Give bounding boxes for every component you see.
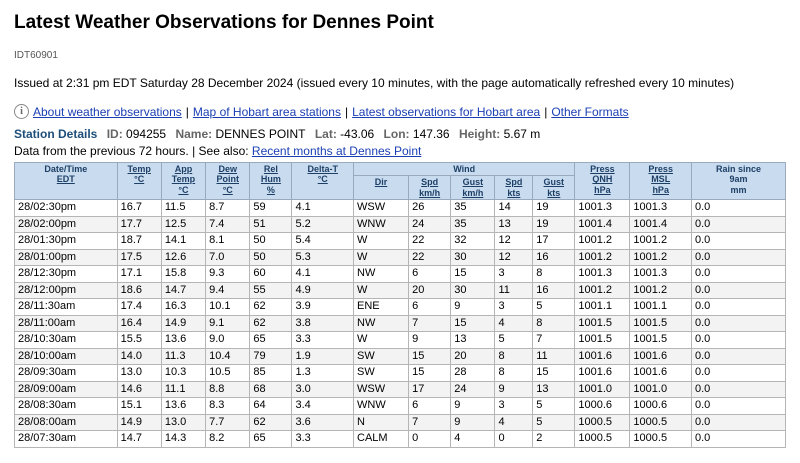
cell-press-msl: 1001.2 xyxy=(630,282,692,299)
cell-dew-point: 8.2 xyxy=(206,431,250,448)
cell-press-qnh: 1001.2 xyxy=(575,233,630,250)
other-formats-link[interactable]: Other Formats xyxy=(551,104,629,119)
station-name: DENNES POINT xyxy=(215,127,306,141)
cell-wind-gust-kmh: 9 xyxy=(451,414,495,431)
cell-wind-gust-kmh: 32 xyxy=(451,233,495,250)
latest-hobart-link[interactable]: Latest observations for Hobart area xyxy=(352,104,541,119)
cell-app-temp: 12.6 xyxy=(161,249,205,266)
cell-dew-point: 9.1 xyxy=(206,315,250,332)
cell-wind-gust-kmh: 35 xyxy=(451,200,495,217)
cell-wind-spd-kts: 14 xyxy=(495,200,533,217)
cell-dew-point: 7.4 xyxy=(206,216,250,233)
table-row xyxy=(15,266,786,283)
cell-wind-gust-kmh: 4 xyxy=(451,431,495,448)
cell-wind-spd-kts: 4 xyxy=(495,315,533,332)
cell-datetime: 28/11:00am xyxy=(15,315,118,332)
cell-delta-t: 3.9 xyxy=(292,299,354,316)
table-row xyxy=(15,233,786,250)
col-rain: Rain since 9am mm xyxy=(691,163,785,200)
cell-press-msl: 1001.0 xyxy=(630,381,692,398)
cell-wind-spd-kmh: 9 xyxy=(409,332,451,349)
table-row xyxy=(15,200,786,217)
page-title: Latest Weather Observations for Dennes Point xyxy=(14,12,434,33)
cell-datetime: 28/08:00am xyxy=(15,414,118,431)
table-row xyxy=(15,398,786,415)
cell-wind-spd-kts: 8 xyxy=(495,348,533,365)
cell-datetime: 28/02:30pm xyxy=(15,200,118,217)
cell-rel-hum: 60 xyxy=(250,266,292,283)
cell-wind-spd-kmh: 20 xyxy=(409,282,451,299)
cell-wind-spd-kmh: 6 xyxy=(409,398,451,415)
cell-wind-spd-kmh: 22 xyxy=(409,233,451,250)
cell-wind-gust-kts: 5 xyxy=(533,398,575,415)
table-header-row xyxy=(15,163,786,176)
cell-wind-spd-kts: 3 xyxy=(495,398,533,415)
cell-press-msl: 1001.6 xyxy=(630,365,692,382)
cell-rain: 0.0 xyxy=(691,233,785,250)
cell-rel-hum: 55 xyxy=(250,282,292,299)
cell-rel-hum: 68 xyxy=(250,381,292,398)
cell-wind-dir: W xyxy=(354,332,409,349)
cell-wind-gust-kmh: 24 xyxy=(451,381,495,398)
cell-dew-point: 8.7 xyxy=(206,200,250,217)
about-observations-link[interactable]: About weather observations xyxy=(33,104,182,119)
cell-press-qnh: 1000.5 xyxy=(575,431,630,448)
cell-press-qnh: 1001.6 xyxy=(575,365,630,382)
cell-wind-dir: SW xyxy=(354,365,409,382)
cell-temp: 17.1 xyxy=(117,266,161,283)
table-row xyxy=(15,414,786,431)
cell-press-msl: 1001.6 xyxy=(630,348,692,365)
table-row xyxy=(15,431,786,448)
cell-rain: 0.0 xyxy=(691,332,785,349)
cell-press-msl: 1001.5 xyxy=(630,332,692,349)
cell-press-qnh: 1001.5 xyxy=(575,332,630,349)
cell-press-qnh: 1001.2 xyxy=(575,282,630,299)
cell-wind-gust-kmh: 28 xyxy=(451,365,495,382)
cell-wind-spd-kmh: 6 xyxy=(409,266,451,283)
cell-wind-gust-kmh: 30 xyxy=(451,282,495,299)
cell-app-temp: 13.6 xyxy=(161,398,205,415)
cell-app-temp: 12.5 xyxy=(161,216,205,233)
cell-temp: 14.7 xyxy=(117,431,161,448)
cell-dew-point: 10.4 xyxy=(206,348,250,365)
cell-wind-spd-kts: 13 xyxy=(495,216,533,233)
cell-press-msl: 1001.1 xyxy=(630,299,692,316)
cell-app-temp: 14.9 xyxy=(161,315,205,332)
cell-app-temp: 14.3 xyxy=(161,431,205,448)
cell-delta-t: 4.1 xyxy=(292,200,354,217)
cell-press-qnh: 1001.3 xyxy=(575,266,630,283)
cell-wind-gust-kmh: 9 xyxy=(451,299,495,316)
cell-press-msl: 1000.5 xyxy=(630,414,692,431)
table-row xyxy=(15,282,786,299)
cell-rain: 0.0 xyxy=(691,398,785,415)
table-body xyxy=(15,200,786,448)
cell-wind-gust-kts: 2 xyxy=(533,431,575,448)
cell-press-qnh: 1001.3 xyxy=(575,200,630,217)
cell-temp: 16.4 xyxy=(117,315,161,332)
cell-temp: 14.9 xyxy=(117,414,161,431)
cell-wind-dir: W xyxy=(354,233,409,250)
cell-dew-point: 8.3 xyxy=(206,398,250,415)
cell-datetime: 28/10:00am xyxy=(15,348,118,365)
cell-rel-hum: 62 xyxy=(250,315,292,332)
cell-wind-gust-kmh: 30 xyxy=(451,249,495,266)
cell-datetime: 28/11:30am xyxy=(15,299,118,316)
cell-temp: 17.5 xyxy=(117,249,161,266)
cell-wind-gust-kts: 8 xyxy=(533,266,575,283)
cell-delta-t: 5.2 xyxy=(292,216,354,233)
cell-wind-spd-kts: 12 xyxy=(495,233,533,250)
col-dew-point[interactable]: Dew Point °C xyxy=(206,163,250,200)
col-datetime[interactable]: Date/Time EDT xyxy=(15,163,118,200)
cell-wind-gust-kts: 5 xyxy=(533,299,575,316)
cell-wind-gust-kts: 15 xyxy=(533,365,575,382)
cell-press-qnh: 1001.1 xyxy=(575,299,630,316)
cell-delta-t: 3.0 xyxy=(292,381,354,398)
cell-temp: 15.1 xyxy=(117,398,161,415)
cell-dew-point: 8.8 xyxy=(206,381,250,398)
col-wind-gust-kmh[interactable]: Gust km/h xyxy=(451,176,495,200)
recent-months-link[interactable]: Recent months at Dennes Point xyxy=(251,144,422,158)
cell-rain: 0.0 xyxy=(691,266,785,283)
cell-wind-dir: W xyxy=(354,249,409,266)
links-bar xyxy=(14,104,786,119)
cell-app-temp: 13.0 xyxy=(161,414,205,431)
col-rel-hum[interactable]: Rel Hum % xyxy=(250,163,292,200)
link-separator: | xyxy=(344,104,349,119)
cell-datetime: 28/12:30pm xyxy=(15,266,118,283)
cell-rel-hum: 51 xyxy=(250,216,292,233)
cell-datetime: 28/10:30am xyxy=(15,332,118,349)
cell-rel-hum: 62 xyxy=(250,414,292,431)
cell-wind-spd-kmh: 17 xyxy=(409,381,451,398)
cell-rain: 0.0 xyxy=(691,282,785,299)
cell-rel-hum: 79 xyxy=(250,348,292,365)
cell-rain: 0.0 xyxy=(691,299,785,316)
cell-press-msl: 1001.3 xyxy=(630,266,692,283)
cell-datetime: 28/01:00pm xyxy=(15,249,118,266)
cell-press-msl: 1001.2 xyxy=(630,249,692,266)
cell-wind-gust-kts: 11 xyxy=(533,348,575,365)
station-height: 5.67 m xyxy=(503,127,541,141)
cell-wind-spd-kts: 9 xyxy=(495,381,533,398)
cell-press-qnh: 1001.6 xyxy=(575,348,630,365)
station-lat: -43.06 xyxy=(340,127,375,141)
cell-wind-dir: WNW xyxy=(354,398,409,415)
col-wind-spd-kts[interactable]: Spd kts xyxy=(495,176,533,200)
cell-wind-dir: N xyxy=(354,414,409,431)
col-temp[interactable]: Temp °C xyxy=(117,163,161,200)
cell-app-temp: 15.8 xyxy=(161,266,205,283)
cell-datetime: 28/08:30am xyxy=(15,398,118,415)
cell-rel-hum: 50 xyxy=(250,249,292,266)
cell-datetime: 28/09:30am xyxy=(15,365,118,382)
cell-wind-dir: NW xyxy=(354,266,409,283)
cell-app-temp: 14.7 xyxy=(161,282,205,299)
cell-temp: 18.6 xyxy=(117,282,161,299)
cell-wind-dir: ENE xyxy=(354,299,409,316)
cell-wind-gust-kts: 19 xyxy=(533,216,575,233)
table-row xyxy=(15,365,786,382)
cell-press-qnh: 1000.5 xyxy=(575,414,630,431)
cell-dew-point: 9.0 xyxy=(206,332,250,349)
cell-temp: 14.6 xyxy=(117,381,161,398)
cell-rel-hum: 50 xyxy=(250,233,292,250)
cell-wind-dir: WSW xyxy=(354,200,409,217)
cell-wind-spd-kts: 3 xyxy=(495,299,533,316)
cell-delta-t: 3.6 xyxy=(292,414,354,431)
cell-wind-spd-kts: 4 xyxy=(495,414,533,431)
cell-press-msl: 1000.5 xyxy=(630,431,692,448)
cell-wind-spd-kts: 3 xyxy=(495,266,533,283)
product-id: IDT60901 xyxy=(14,50,58,61)
cell-delta-t: 3.3 xyxy=(292,431,354,448)
cell-press-msl: 1001.2 xyxy=(630,233,692,250)
cell-wind-gust-kmh: 15 xyxy=(451,315,495,332)
cell-rain: 0.0 xyxy=(691,315,785,332)
cell-wind-gust-kmh: 20 xyxy=(451,348,495,365)
previous-data-text: Data from the previous 72 hours. | See also: xyxy=(14,144,249,158)
cell-dew-point: 8.1 xyxy=(206,233,250,250)
observations-table xyxy=(14,162,786,448)
cell-wind-spd-kmh: 22 xyxy=(409,249,451,266)
cell-wind-spd-kts: 5 xyxy=(495,332,533,349)
cell-press-qnh: 1001.2 xyxy=(575,249,630,266)
col-group-wind: Wind xyxy=(354,163,575,176)
cell-delta-t: 3.8 xyxy=(292,315,354,332)
cell-press-msl: 1000.6 xyxy=(630,398,692,415)
cell-press-msl: 1001.3 xyxy=(630,200,692,217)
cell-dew-point: 7.7 xyxy=(206,414,250,431)
issued-text: Issued at 2:31 pm EDT Saturday 28 December 2024 (issued every 10 minutes, with the page automatically refreshed every 10 minutes) xyxy=(14,76,735,90)
cell-wind-gust-kmh: 13 xyxy=(451,332,495,349)
cell-wind-dir: CALM xyxy=(354,431,409,448)
cell-temp: 15.5 xyxy=(117,332,161,349)
cell-app-temp: 11.3 xyxy=(161,348,205,365)
cell-wind-gust-kts: 17 xyxy=(533,233,575,250)
cell-press-qnh: 1001.5 xyxy=(575,315,630,332)
cell-app-temp: 14.1 xyxy=(161,233,205,250)
cell-delta-t: 1.9 xyxy=(292,348,354,365)
table-row xyxy=(15,315,786,332)
col-app-temp[interactable]: App Temp °C xyxy=(161,163,205,200)
info-icon: i xyxy=(14,104,29,119)
cell-datetime: 28/01:30pm xyxy=(15,233,118,250)
hobart-map-link[interactable]: Map of Hobart area stations xyxy=(192,104,341,119)
cell-rel-hum: 64 xyxy=(250,398,292,415)
cell-wind-spd-kmh: 26 xyxy=(409,200,451,217)
table-row xyxy=(15,249,786,266)
link-separator: | xyxy=(185,104,189,119)
cell-press-msl: 1001.5 xyxy=(630,315,692,332)
cell-app-temp: 11.1 xyxy=(161,381,205,398)
col-wind-dir[interactable]: Dir xyxy=(354,176,409,200)
cell-rain: 0.0 xyxy=(691,381,785,398)
cell-press-qnh: 1001.4 xyxy=(575,216,630,233)
station-details xyxy=(14,127,786,141)
col-press-msl[interactable]: Press MSL hPa xyxy=(630,163,692,200)
cell-wind-spd-kmh: 7 xyxy=(409,414,451,431)
cell-wind-dir: W xyxy=(354,282,409,299)
table-row xyxy=(15,381,786,398)
link-separator: | xyxy=(544,104,548,119)
cell-dew-point: 10.1 xyxy=(206,299,250,316)
cell-wind-gust-kts: 16 xyxy=(533,249,575,266)
cell-wind-dir: NW xyxy=(354,315,409,332)
station-id-label: ID: xyxy=(106,127,123,141)
cell-wind-spd-kmh: 24 xyxy=(409,216,451,233)
station-lat-label: Lat: xyxy=(314,127,337,141)
station-height-label: Height: xyxy=(458,127,501,141)
cell-datetime: 28/02:00pm xyxy=(15,216,118,233)
cell-wind-gust-kts: 8 xyxy=(533,315,575,332)
cell-wind-dir: WNW xyxy=(354,216,409,233)
previous-data-note xyxy=(14,144,786,158)
cell-wind-spd-kmh: 0 xyxy=(409,431,451,448)
cell-delta-t: 3.3 xyxy=(292,332,354,349)
cell-app-temp: 11.5 xyxy=(161,200,205,217)
station-lon: 147.36 xyxy=(412,127,450,141)
cell-delta-t: 5.4 xyxy=(292,233,354,250)
cell-dew-point: 9.3 xyxy=(206,266,250,283)
cell-app-temp: 16.3 xyxy=(161,299,205,316)
cell-wind-gust-kts: 7 xyxy=(533,332,575,349)
cell-rain: 0.0 xyxy=(691,348,785,365)
cell-rain: 0.0 xyxy=(691,200,785,217)
cell-rain: 0.0 xyxy=(691,216,785,233)
cell-wind-spd-kmh: 15 xyxy=(409,348,451,365)
cell-wind-gust-kmh: 15 xyxy=(451,266,495,283)
cell-wind-spd-kmh: 6 xyxy=(409,299,451,316)
cell-wind-spd-kmh: 15 xyxy=(409,365,451,382)
cell-wind-gust-kts: 13 xyxy=(533,381,575,398)
station-lon-label: Lon: xyxy=(383,127,410,141)
table-row xyxy=(15,348,786,365)
col-press-qnh[interactable]: Press QNH hPa xyxy=(575,163,630,200)
cell-temp: 17.4 xyxy=(117,299,161,316)
cell-temp: 14.0 xyxy=(117,348,161,365)
cell-dew-point: 7.0 xyxy=(206,249,250,266)
cell-wind-dir: SW xyxy=(354,348,409,365)
cell-app-temp: 10.3 xyxy=(161,365,205,382)
table-row xyxy=(15,216,786,233)
cell-datetime: 28/09:00am xyxy=(15,381,118,398)
cell-dew-point: 9.4 xyxy=(206,282,250,299)
cell-temp: 16.7 xyxy=(117,200,161,217)
cell-wind-spd-kts: 8 xyxy=(495,365,533,382)
cell-delta-t: 1.3 xyxy=(292,365,354,382)
cell-delta-t: 4.9 xyxy=(292,282,354,299)
cell-press-qnh: 1000.6 xyxy=(575,398,630,415)
cell-wind-spd-kmh: 7 xyxy=(409,315,451,332)
table-row xyxy=(15,332,786,349)
cell-rain: 0.0 xyxy=(691,431,785,448)
cell-wind-gust-kts: 19 xyxy=(533,200,575,217)
station-details-heading: Station Details xyxy=(14,127,98,141)
cell-delta-t: 4.1 xyxy=(292,266,354,283)
cell-temp: 13.0 xyxy=(117,365,161,382)
cell-wind-spd-kts: 0 xyxy=(495,431,533,448)
cell-temp: 17.7 xyxy=(117,216,161,233)
table-row xyxy=(15,299,786,316)
cell-rel-hum: 62 xyxy=(250,299,292,316)
cell-wind-gust-kts: 16 xyxy=(533,282,575,299)
cell-rain: 0.0 xyxy=(691,365,785,382)
cell-delta-t: 3.4 xyxy=(292,398,354,415)
col-delta-t[interactable]: Delta-T °C xyxy=(292,163,354,200)
cell-app-temp: 13.6 xyxy=(161,332,205,349)
cell-rain: 0.0 xyxy=(691,249,785,266)
cell-rel-hum: 65 xyxy=(250,431,292,448)
cell-datetime: 28/07:30am xyxy=(15,431,118,448)
cell-press-msl: 1001.4 xyxy=(630,216,692,233)
cell-rel-hum: 65 xyxy=(250,332,292,349)
col-wind-spd-kmh[interactable]: Spd km/h xyxy=(409,176,451,200)
col-wind-gust-kts[interactable]: Gust kts xyxy=(533,176,575,200)
cell-dew-point: 10.5 xyxy=(206,365,250,382)
cell-wind-dir: WSW xyxy=(354,381,409,398)
cell-press-qnh: 1001.0 xyxy=(575,381,630,398)
station-id: 094255 xyxy=(126,127,167,141)
cell-wind-spd-kts: 11 xyxy=(495,282,533,299)
cell-rain: 0.0 xyxy=(691,414,785,431)
cell-wind-gust-kts: 5 xyxy=(533,414,575,431)
cell-rel-hum: 59 xyxy=(250,200,292,217)
cell-wind-gust-kmh: 35 xyxy=(451,216,495,233)
cell-delta-t: 5.3 xyxy=(292,249,354,266)
cell-wind-gust-kmh: 9 xyxy=(451,398,495,415)
cell-temp: 18.7 xyxy=(117,233,161,250)
cell-wind-spd-kts: 12 xyxy=(495,249,533,266)
cell-rel-hum: 85 xyxy=(250,365,292,382)
cell-datetime: 28/12:00pm xyxy=(15,282,118,299)
station-name-label: Name: xyxy=(175,127,213,141)
